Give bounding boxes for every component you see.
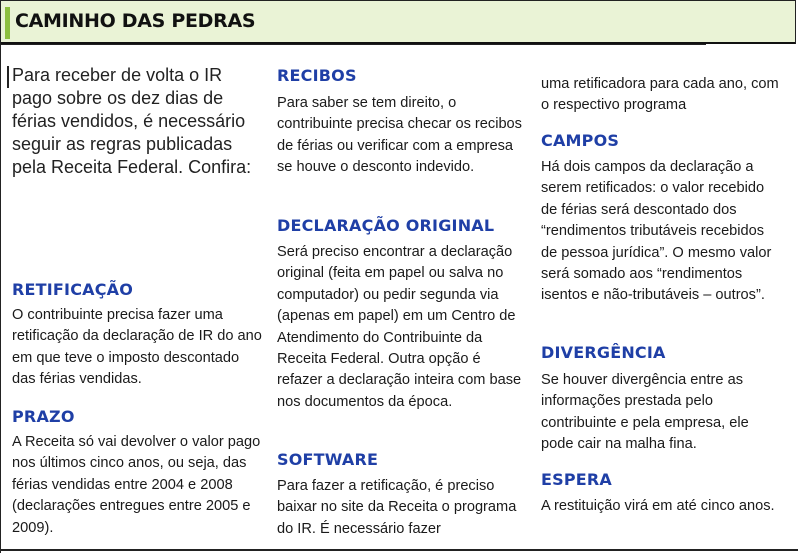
section-title-divergencia: DIVERGÊNCIA	[541, 343, 666, 362]
section-text-recibos: Para saber se tem direito, o contribuinte precisa checar os recibos de férias ou verificar com a empresa se houve o desconto indevido.	[277, 95, 522, 176]
page-title: CAMINHO DAS PEDRAS	[15, 10, 256, 32]
section-text-espera: A restituição virá em até cinco anos.	[541, 498, 775, 514]
section-text-retificacao: O contribuinte precisa fazer uma retificação da declaração de IR do ano em que teve o imposto descontado das férias vendidas.	[12, 307, 262, 388]
bottom-border	[0, 549, 798, 551]
section-title-retificacao: RETIFICAÇÃO	[12, 280, 134, 299]
header-accent-bar	[5, 7, 10, 39]
section-title-prazo: PRAZO	[12, 407, 75, 426]
top-rule	[0, 44, 706, 45]
left-border	[0, 0, 1, 553]
section-title-software: SOFTWARE	[277, 450, 379, 469]
section-text-declaracao-original: Será preciso encontrar a declaração original (feita em papel ou salva no computador) ou pedir segunda via (apenas em papel) em um Centro de Atendimento do Contribuinte da Receita Federal. Outra opção é refazer a declaração inteira com base nos documentos da época.	[277, 244, 522, 410]
header-band	[0, 0, 796, 44]
section-text-software: Para fazer a retificação, é preciso baixar no site da Receita o programa do IR. É necessário fazer	[277, 478, 517, 537]
section-title-declaracao-original: DECLARAÇÃO ORIGINAL	[277, 216, 495, 235]
section-text-campos: Há dois campos da declaração a serem retificados: o valor recebido de férias será descontado dos “rendimentos tributáveis recebidos de pessoa jurídica”. O mesmo valor será somado aos “rendimentos isentos e não-tributáveis – outros”.	[541, 159, 772, 304]
intro-cursor-bar	[7, 66, 9, 88]
right-border	[795, 0, 796, 44]
intro-text: Para receber de volta o IR pago sobre os dez dias de férias vendidos, é necessário seguir as regras publicadas pela Receita Federal. Confira:	[12, 65, 252, 177]
section-text-software-continued: uma retificadora para cada ano, com o respectivo programa	[541, 76, 779, 114]
section-title-campos: CAMPOS	[541, 131, 620, 150]
section-text-divergencia: Se houver divergência entre as informações prestada pelo contribuinte e pela empresa, ele pode cair na malha fina.	[541, 372, 749, 453]
section-text-prazo: A Receita só vai devolver o valor pago nos últimos cinco anos, ou seja, das férias vendidas entre 2004 e 2008 (declarações entregues entre 2005 e 2009).	[12, 434, 261, 536]
section-title-recibos: RECIBOS	[277, 66, 357, 85]
section-title-espera: ESPERA	[541, 470, 613, 489]
